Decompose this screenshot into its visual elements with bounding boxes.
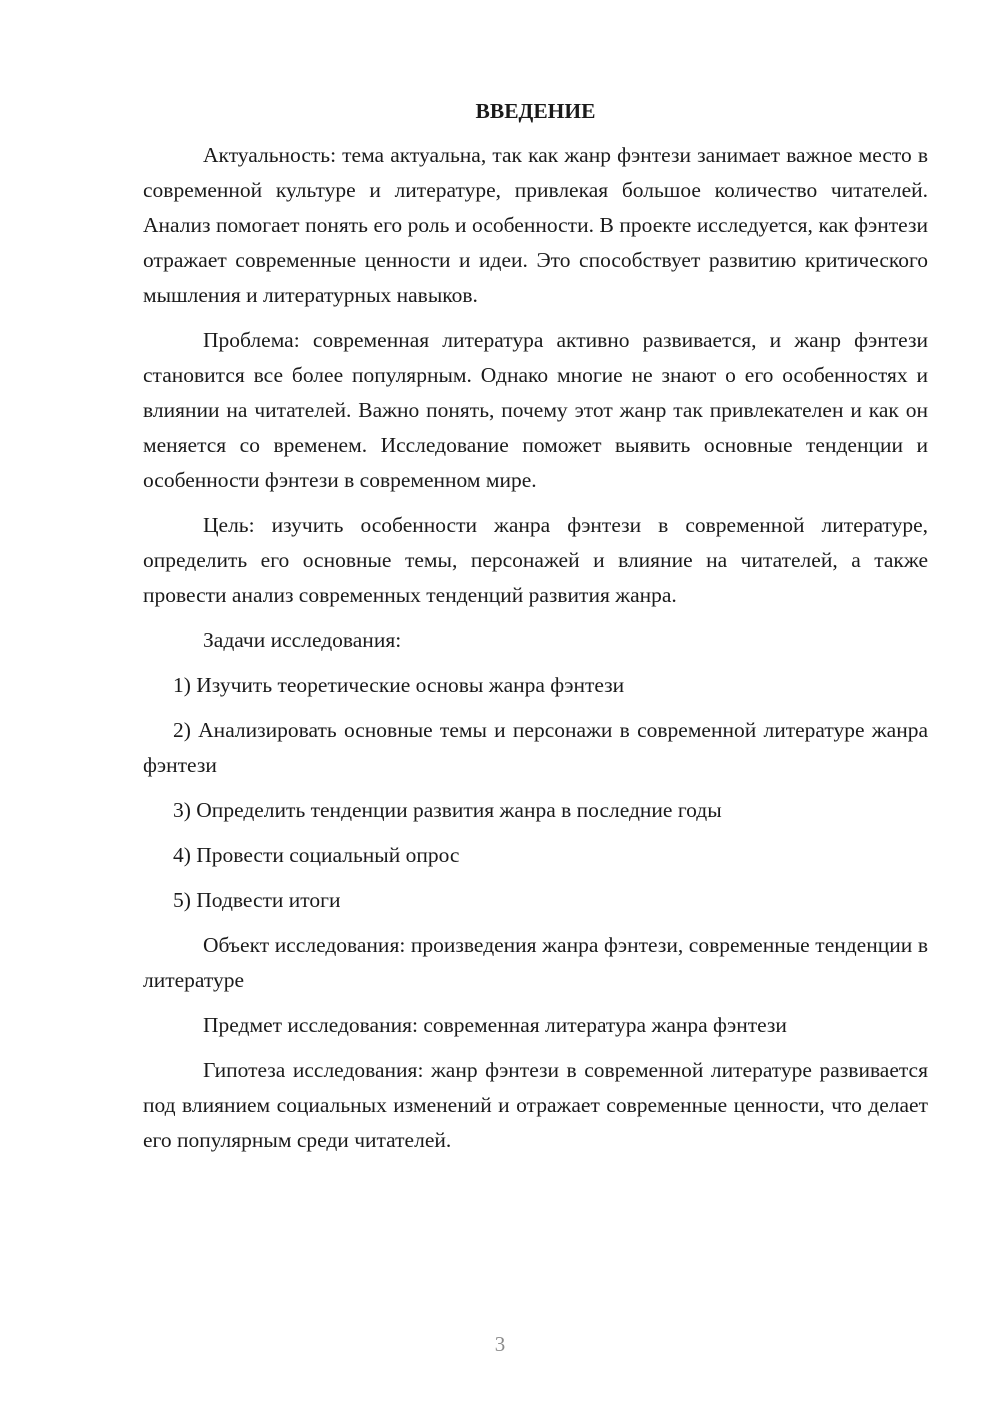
task-item-4: 4) Провести социальный опрос <box>173 843 460 867</box>
task-item-3: 3) Определить тенденции развития жанра в последние годы <box>173 798 722 822</box>
paragraph-hypothesis: Гипотеза исследования: жанр фэнтези в современной литературе развивается под влиянием социальных изменений и отражает современные ценности, что делает его популярным среди читателей. <box>143 1058 928 1152</box>
page-number: 3 <box>494 1332 506 1356</box>
task-item-2: 2) Анализировать основные темы и персонажи в современной литературе жанра фэнтези <box>143 718 928 777</box>
paragraph-subject: Предмет исследования: современная литература жанра фэнтези <box>203 1013 787 1037</box>
paragraph-problem: Проблема: современная литература активно развивается, и жанр фэнтези становится все более популярным. Однако многие не знают о его особенностях и влиянии на читателей. Важно понять, почему этот жанр так привлекателен и как он меняется со временем. Исследование поможет выявить основные тенденции и особенности фэнтези в современном мире. <box>143 328 928 492</box>
paragraph-relevance: Актуальность: тема актуальна, так как жанр фэнтези занимает важное место в современной культуре и литературе, привлекая большое количество читателей. Анализ помогает понять его роль и особенности. В проекте исследуется, как фэнтези отражает современные ценности и идеи. Это способствует развитию критического мышления и литературных навыков. <box>143 143 928 307</box>
document-page <box>143 94 928 1168</box>
section-title: ВВЕДЕНИЕ <box>475 99 596 123</box>
paragraph-goal: Цель: изучить особенности жанра фэнтези в современной литературе, определить его основные темы, персонажей и влияние на читателей, а также провести анализ современных тенденций развития жанра. <box>143 513 928 607</box>
task-item-1: 1) Изучить теоретические основы жанра фэнтези <box>173 673 625 697</box>
paragraph-tasks-heading: Задачи исследования: <box>203 628 402 652</box>
task-item-5: 5) Подвести итоги <box>173 888 341 912</box>
paragraph-object: Объект исследования: произведения жанра фэнтези, современные тенденции в литературе <box>143 933 928 992</box>
